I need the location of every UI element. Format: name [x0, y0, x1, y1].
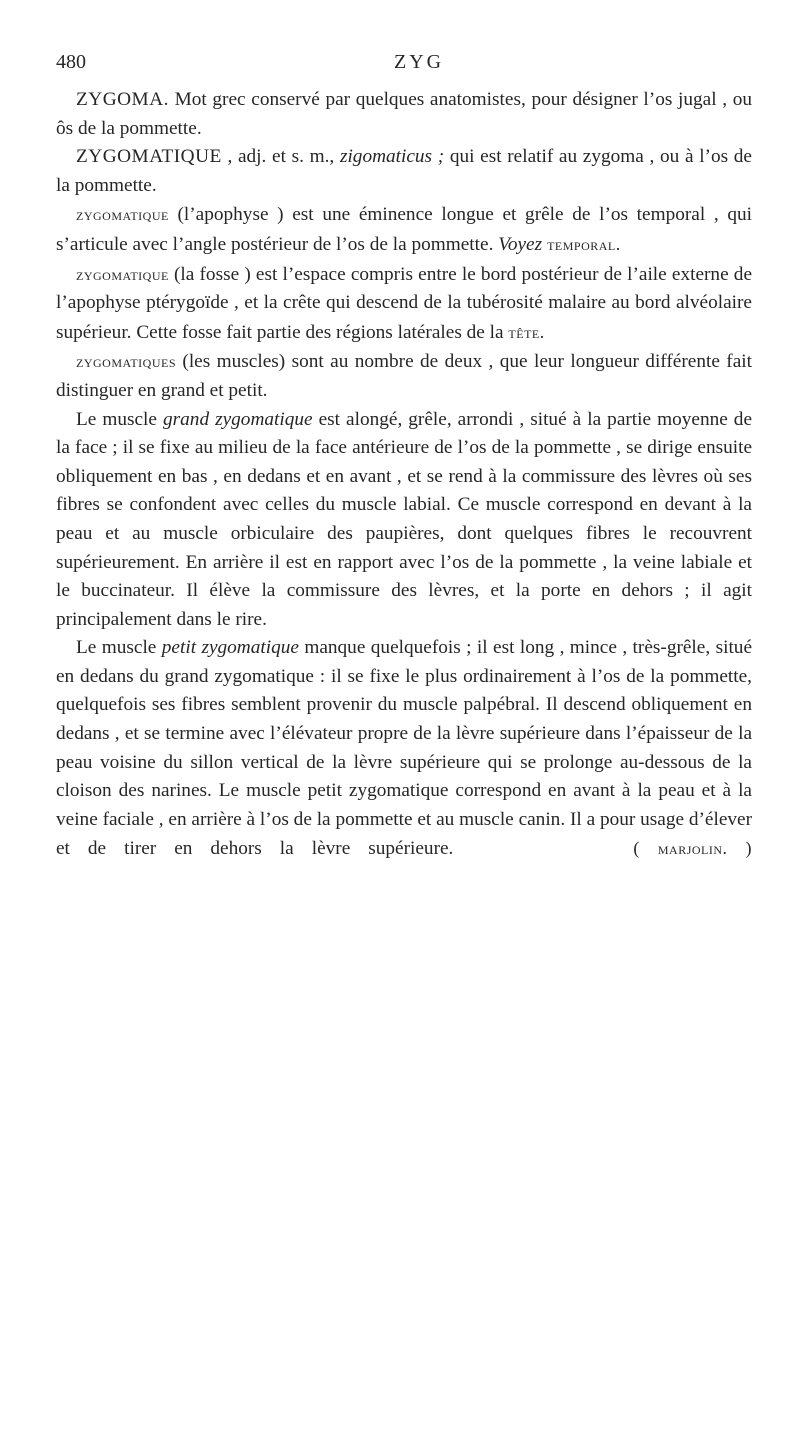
- entry-muscles: [56, 347, 752, 405]
- page-number: 480: [56, 51, 86, 73]
- cross-ref-voyez: Voyez: [498, 233, 543, 255]
- paragraph-text: manque quelquefois ; il est long , mince , très-grêle, situé en dedans du grand zygomatique : il se fixe le plus ordinairement à l’os de la pommette, quelquefois ses fibres semblent provenir du muscle palpébral. Il descend obliquement en dedans , et se termine avec l’élévateur propre de la lèvre supérieure dans l’épaisseur de la peau voisine du sillon vertical de la lèvre supérieure qui se prolonge au-dessous de la cloison des narines. Le muscle petit zygomatique correspond en avant à la peau et à la veine faciale , en arrière à l’os de la pommette et au muscle canin. Il a pour usage d’élever et de tirer en dehors la lèvre supérieure.: [56, 637, 752, 860]
- entry-text: (l’apophyse ) est une éminence longue et grêle de l’os temporal , qui s’articule avec l’angle postérieur de l’os de la pommette.: [56, 204, 752, 255]
- entry-zygomatique: [56, 143, 752, 200]
- italic-term: grand zygomatique: [163, 408, 313, 430]
- running-head: ZYG: [394, 51, 445, 73]
- entry-headword: zygomatique: [76, 263, 169, 284]
- paragraph-text: Le muscle: [76, 637, 162, 659]
- latin-term: zigomaticus ;: [339, 146, 445, 168]
- entry-apophyse: [56, 200, 752, 259]
- paragraph-grand-zygomatique: [56, 406, 752, 635]
- entry-fosse: [56, 260, 752, 348]
- cross-ref-target: temporal.: [542, 233, 621, 254]
- entry-headword: zygomatique: [76, 204, 169, 225]
- paragraph-text: est alongé, grêle, arrondi , situé à la partie moyenne de la face ; il se fixe au milieu de la face antérieure de l’os de la pommette , se dirige ensuite obliquement en bas , en dedans et en avant , et se rend à la commissure des lèvres où ses fibres se confondent avec celles du muscle labial. Ce muscle correspond en devant à la peau et au muscle orbiculaire des paupières, dont quelques fibres le recouvrent supérieurement. En arrière il est en rapport avec l’os de la pommette , la veine labiale et le buccinateur. Il élève la commissure des lèvres, et la porte en dehors ; il agit principalement dans le rire.: [56, 408, 753, 630]
- author-signature: ( marjolin. ): [633, 838, 752, 859]
- entry-text: qui est relatif au zygoma , ou à l’os de la pommette.: [56, 146, 752, 196]
- entry-headword: zygomatiques: [76, 351, 176, 372]
- entry-text: (les muscles) sont au nombre de deux , que leur longueur différente fait distinguer en grand et petit.: [56, 351, 752, 401]
- entry-text: , adj. et s. m.,: [221, 146, 340, 168]
- entry-headword: ZYGOMA.: [76, 89, 169, 110]
- entry-text: Mot grec conservé par quelques anatomistes, pour désigner l’os jugal , ou ôs de la pommette.: [56, 89, 752, 139]
- paragraph-petit-zygomatique: [56, 634, 752, 864]
- entry-headword: ZYGOMATIQUE: [76, 146, 222, 168]
- italic-term: petit zygomatique: [161, 637, 299, 659]
- entry-zygoma: [56, 86, 752, 143]
- entry-text: (la fosse ) est l’espace compris entre le bord postérieur de l’aile externe de l’apophyse ptérygoïde , et la crête qui descend de la tubérosité malaire au bord alvéolaire supérieur. Cette fosse fait partie des régions latérales de la: [56, 263, 752, 343]
- cross-ref-target: tête.: [508, 321, 545, 342]
- paragraph-text: Le muscle: [76, 408, 164, 430]
- page-header: [56, 48, 752, 84]
